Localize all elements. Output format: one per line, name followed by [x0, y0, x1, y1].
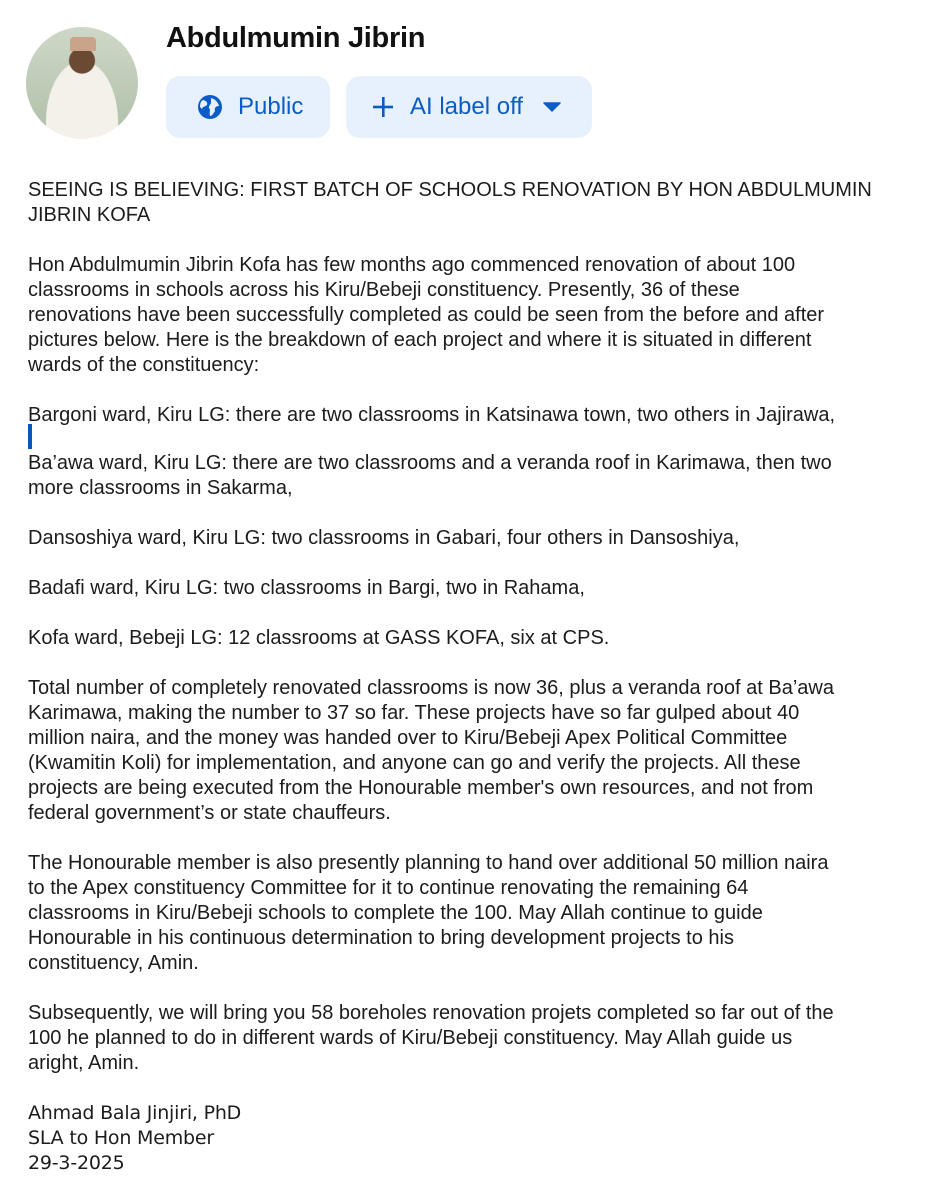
- text-line: renovations have been successfully completed as could be seen from the before and after: [28, 304, 825, 326]
- text-line: pictures below. Here is the breakdown of each project and where it is situated in different: [28, 329, 812, 351]
- post-paragraph: [28, 526, 872, 551]
- post-title: [28, 178, 872, 228]
- signature-line: SLA to Hon Member: [28, 1127, 214, 1149]
- audience-public-button[interactable]: [166, 76, 330, 138]
- text-line: 100 he planned to do in different wards of Kiru/Bebeji constituency. May Allah guide us: [28, 1027, 793, 1049]
- text-line: classrooms in schools across his Kiru/Bebeji constituency. Presently, 36 of these: [28, 279, 740, 301]
- globe-icon: [196, 93, 224, 121]
- post-paragraph: [28, 676, 872, 826]
- post-body: [28, 178, 872, 1201]
- text-line: constituency, Amin.: [28, 952, 199, 974]
- post-paragraph: [28, 626, 872, 651]
- signature-line: 29-3-2025: [28, 1152, 125, 1174]
- text-line: Subsequently, we will bring you 58 boreholes renovation projets completed so far out of the: [28, 1002, 834, 1024]
- text-line: classrooms in Kiru/Bebeji schools to complete the 100. May Allah continue to guide: [28, 902, 763, 924]
- post-paragraph: [28, 576, 872, 601]
- text-line: Ba’awa ward, Kiru LG: there are two classrooms and a veranda roof in Karimawa, then two: [28, 452, 832, 474]
- text-line: Hon Abdulmumin Jibrin Kofa has few months ago commenced renovation of about 100: [28, 254, 796, 276]
- post-paragraph: [28, 1001, 872, 1076]
- text-line: SEEING IS BELIEVING: FIRST BATCH OF SCHOOLS RENOVATION BY HON ABDULMUMIN: [28, 179, 872, 201]
- post-paragraph: [28, 253, 872, 378]
- text-line: more classrooms in Sakarma,: [28, 477, 293, 499]
- text-line: million naira, and the money was handed over to Kiru/Bebeji Apex Political Committee: [28, 727, 788, 749]
- text-line: projects are being executed from the Honourable member's own resources, and not from: [28, 777, 814, 799]
- text-line: Total number of completely renovated classrooms is now 36, plus a veranda roof at Ba’awa: [28, 677, 834, 699]
- post-paragraph: [28, 851, 872, 976]
- text-line: (Kwamitin Koli) for implementation, and anyone can go and verify the projects. All these: [28, 752, 801, 774]
- avatar-cap: [70, 37, 96, 51]
- text-line: Badafi ward, Kiru LG: two classrooms in Bargi, two in Rahama,: [28, 577, 585, 599]
- text-line: federal government’s or state chauffeurs.: [28, 802, 391, 824]
- text-line: Honourable in his continuous determination to bring development projects to his: [28, 927, 734, 949]
- signature-line: Ahmad Bala Jinjiri, PhD: [28, 1102, 242, 1124]
- text-line: wards of the constituency:: [28, 354, 260, 376]
- text-line: JIBRIN KOFA: [28, 204, 151, 226]
- author-avatar[interactable]: [26, 27, 138, 139]
- caret-down-icon: [543, 101, 561, 113]
- text-line: Kofa ward, Bebeji LG: 12 classrooms at GASS KOFA, six at CPS.: [28, 627, 610, 649]
- post-paragraph: [28, 451, 872, 501]
- text-line: The Honourable member is also presently planning to hand over additional 50 million naira: [28, 852, 829, 874]
- text-line: to the Apex constituency Committee for it to continue renovating the remaining 64: [28, 877, 749, 899]
- text-line: Dansoshiya ward, Kiru LG: two classrooms in Gabari, four others in Dansoshiya,: [28, 527, 740, 549]
- text-line: Bargoni ward, Kiru LG: there are two classrooms in Katsinawa town, two others in Jajirawa,: [28, 404, 836, 426]
- audience-label: Public: [238, 93, 304, 120]
- ai-label-text: AI label off: [410, 93, 523, 120]
- post-paragraph: [28, 403, 872, 449]
- signature: [28, 1101, 872, 1176]
- ai-label-dropdown[interactable]: [346, 76, 592, 138]
- text-line: Karimawa, making the number to 37 so far. These projects have so far gulped about 40: [28, 702, 800, 724]
- text-line: aright, Amin.: [28, 1052, 140, 1074]
- plus-icon: [372, 96, 394, 118]
- author-name[interactable]: Abdulmumin Jibrin: [166, 22, 426, 54]
